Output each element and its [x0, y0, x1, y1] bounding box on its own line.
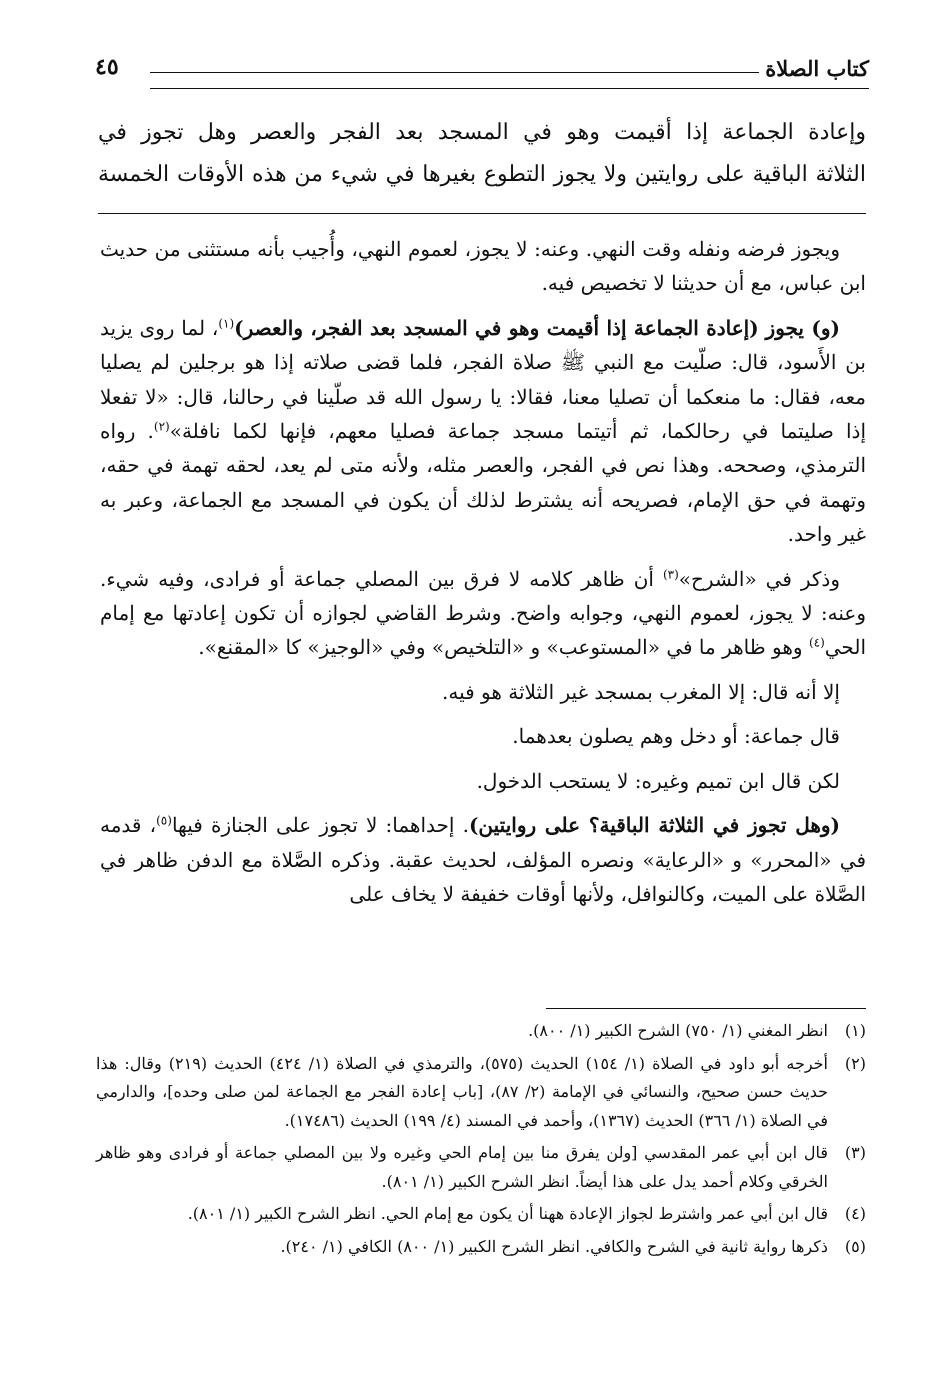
text-span: وذكر في «الشرح»: [678, 566, 840, 591]
matn-separator: [98, 213, 866, 214]
matn-line: الثلاثة الباقية على روايتين ولا يجوز التطوع بغيرها في شيء من هذه الأوقات الخمسة: [98, 162, 866, 187]
running-header: [95, 50, 869, 90]
header-rule: [150, 72, 759, 73]
footnote-text: أخرجه أبو داود في الصلاة (١/ ١٥٤) الحديث (٥٧٥)، والترمذي في الصلاة (١/ ٤٢٤) الحديث (٢١٩) وقال: هذا حديث حسن صحيح، والنسائي في الإمامة (٢/ ٨٧)، [باب إعادة الفجر مع الجماعة لمن صلى وحده]، والدارمي في الصلاة (١/ ٣٦٦) الحديث (١٣٦٧)، وأحمد في المسند (٤/ ١٩٩) الحديث (١٧٤٨٦).: [96, 1053, 829, 1130]
footnote-ref: (١): [218, 316, 235, 331]
footnote: [96, 1233, 866, 1262]
footnote-ref: (٥): [156, 813, 172, 828]
matn-text: [98, 112, 866, 196]
footnote-number: (٤): [844, 1204, 866, 1223]
footnote-text: انظر المغني (١/ ٧٥٠) الشرح الكبير (١/ ٨٠٠).: [528, 1021, 828, 1040]
footnote-ref: (٤): [808, 635, 825, 650]
footnote: [96, 1139, 866, 1196]
footnote-ref: (٣): [662, 567, 679, 581]
footnote: [96, 1050, 866, 1136]
footnote-separator: [546, 1008, 866, 1009]
paragraph: قال جماعة: أو دخل وهم يصلون بعدهما.: [512, 724, 840, 749]
footnote: [96, 1017, 866, 1046]
footnote-ref: (٢): [153, 419, 170, 434]
paragraph: لكن قال ابن تميم وغيره: لا يستحب الدخول.: [476, 768, 840, 793]
text-span: . إحداهما: لا تجوز على الجنازة فيها: [171, 813, 469, 838]
footnote: [96, 1200, 866, 1229]
bold-phrase: (و) يجوز: [765, 315, 841, 340]
footnote-number: (٥): [844, 1236, 866, 1256]
paragraph: إلا أنه قال: إلا المغرب بمسجد غير الثلاثة هو فيه.: [441, 679, 840, 704]
footnote-number: (١): [844, 1021, 866, 1040]
paragraph: [100, 808, 866, 911]
text-span: . رواه الترمذي، وصححه. وهذا نص في الفجر، والعصر مثله، ولأنه متى لم يعد، لحقه تهمة في حقه، وتهمة في حق الإمام، فصريحه أنه يشترط لذلك أن يكون في المسجد مع الجماعة، وعبر به غير واحد.: [100, 419, 866, 547]
footnote-number: (٢): [844, 1053, 866, 1073]
page-number: ٤٥: [95, 54, 119, 80]
text-span: أن ظاهر كلامه لا فرق بين المصلي جماعة أو فرادى، وفيه شيء. وعنه: لا يجوز، لعموم النهي، وجوابه واضح. وشرط القاضي لجوازه أن تكون إعادتها مع إمام الحي: [100, 566, 866, 660]
footnotes: [96, 1017, 866, 1265]
footnote-text: ذكرها رواية ثانية في الشرح والكافي. انظر الشرح الكبير (١/ ٨٠٠) الكافي (١/ ٢٤٠).: [280, 1236, 828, 1256]
header-underline: [150, 88, 869, 89]
paragraph: ويجوز فرضه ونفله وقت النهي. وعنه: لا يجوز، لعموم النهي، وأُجيب بأنه مستثنى من حديث ابن عباس، مع أن حديثنا لا تخصيص فيه.: [100, 237, 866, 296]
paragraph: [100, 311, 866, 552]
commentary-body: [100, 232, 866, 911]
footnote-text: قال ابن أبي عمر المقدسي [ولن يفرق منا بين إمام الحي وغيره ولا بين المصلي جماعة أو فرادى وهو ظاهر الخرقي وكلام أحمد يدل على هذا أيضاً. انظر الشرح الكبير (١/ ٨٠١).: [96, 1143, 828, 1191]
footnote-text: قال ابن أبي عمر واشترط لجواز الإعادة ههنا أن يكون مع إمام الحي. انظر الشرح الكبير (١/ ٨٠١).: [187, 1204, 828, 1223]
bold-phrase: (وهل تجوز في الثلاثة الباقية؟ على روايتين): [468, 813, 841, 838]
header-title: كتاب الصلاة: [765, 56, 869, 81]
paragraph: [100, 562, 866, 665]
bold-phrase: (إعادة الجماعة إذا أقيمت وهو في المسجد بعد الفجر، والعصر): [234, 315, 759, 340]
text-span: ، لما روى يزيد بن الأَسود، قال: صلّيت مع النبي ﷺ صلاة الفجر، فلما قضى صلاته إذا هو برجلين لم يصليا معه، فقال: ما منعكما أن تصليا معنا، فقالا: يا رسول الله قد صلّينا في رحالنا، قال: «لا تفعلا إذا صليتما في رحالكما، ثم أتيتما مسجد جماعة فصليا معهم، فإنها لكما نافلة»: [100, 315, 866, 444]
matn-line: وإعادة الجماعة إذا أقيمت وهو في المسجد بعد الفجر والعصر وهل تجوز في: [98, 120, 866, 145]
footnote-number: (٣): [844, 1143, 866, 1162]
text-span: ، قدمه في «المحرر» و «الرعاية» ونصره المؤلف، لحديث عقبة. وذكره الصَّلاة مع الدفن ظاهر في الصَّلاة على الميت، وكالنوافل، ولأنها أوقات خفيفة لا يخاف على: [100, 813, 866, 906]
text-span: وهو ظاهر ما في «المستوعب» و «التلخيص» وفي «الوجيز» كا «المقنع».: [198, 635, 809, 660]
